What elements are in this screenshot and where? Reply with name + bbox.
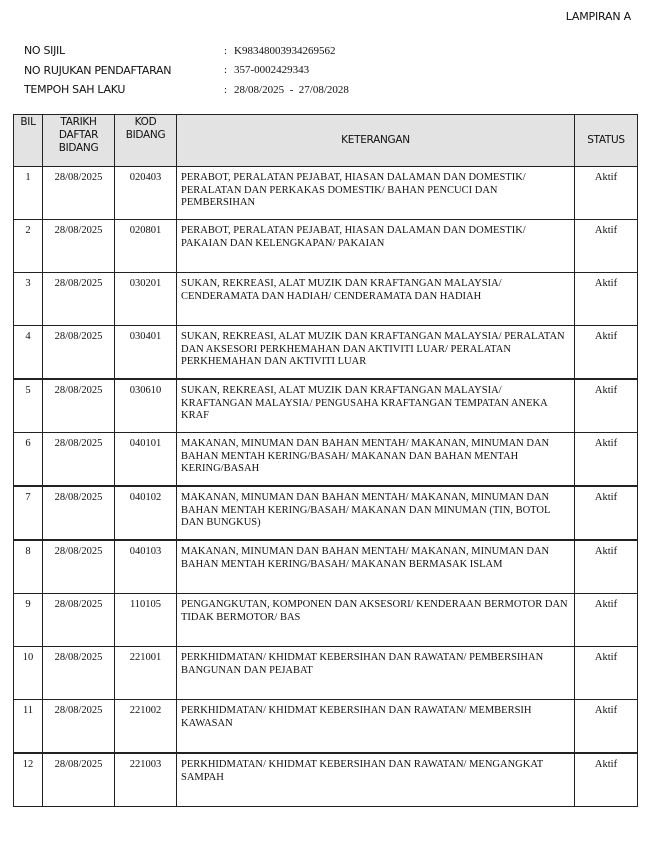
status-value: Aktif [575, 433, 638, 487]
field-description: PERABOT, PERALATAN PEJABAT, HIASAN DALAMAN DAN DOMESTIK/ PAKAIAN DAN KELENGKAPAN/ PAKAIAN [177, 220, 575, 273]
field-code: 040102 [115, 486, 177, 540]
field-code: 040103 [115, 540, 177, 594]
status-value: Aktif [575, 273, 638, 326]
field-description: PENGANGKUTAN, KOMPONEN DAN AKSESORI/ KENDERAAN BERMOTOR DAN TIDAK BERMOTOR/ BAS [177, 594, 575, 647]
registration-date: 28/08/2025 [43, 540, 115, 594]
status-value: Aktif [575, 753, 638, 807]
meta-row-no-sijil [24, 41, 349, 61]
table-header-row [14, 115, 638, 167]
status-value: Aktif [575, 486, 638, 540]
status-value: Aktif [575, 700, 638, 754]
row-number: 1 [14, 167, 43, 220]
row-number: 8 [14, 540, 43, 594]
field-code: 030401 [115, 326, 177, 380]
meta-row-no-rujukan [24, 61, 349, 81]
row-number: 2 [14, 220, 43, 273]
field-description: PERKHIDMATAN/ KHIDMAT KEBERSIHAN DAN RAWATAN/ MENGANGKAT SAMPAH [177, 753, 575, 807]
meta-row-tempoh [24, 80, 349, 100]
field-description: MAKANAN, MINUMAN DAN BAHAN MENTAH/ MAKANAN, MINUMAN DAN BAHAN MENTAH KERING/BASAH/ MAKANAN DAN BAHAN MENTAH KERING/BASAH [177, 433, 575, 487]
registration-date: 28/08/2025 [43, 753, 115, 807]
meta-label: NO RUJUKAN PENDAFTARAN [24, 63, 172, 77]
registration-date: 28/08/2025 [43, 167, 115, 220]
row-number: 11 [14, 700, 43, 754]
meta-separator: : [224, 44, 228, 57]
field-code: 030610 [115, 379, 177, 433]
status-value: Aktif [575, 220, 638, 273]
table-row [14, 220, 638, 273]
certificate-meta [24, 41, 349, 100]
registered-fields-table [13, 114, 638, 807]
meta-label: NO SIJIL [24, 44, 65, 58]
field-code: 020403 [115, 167, 177, 220]
field-code: 040101 [115, 433, 177, 487]
table-row [14, 540, 638, 594]
certificate-number: K98348003934269562 [234, 44, 336, 57]
table-row [14, 647, 638, 700]
row-number: 6 [14, 433, 43, 487]
table-row [14, 486, 638, 540]
registration-date: 28/08/2025 [43, 433, 115, 487]
field-code: 110105 [115, 594, 177, 647]
row-number: 5 [14, 379, 43, 433]
table-row [14, 326, 638, 380]
registration-date: 28/08/2025 [43, 379, 115, 433]
registration-date: 28/08/2025 [43, 486, 115, 540]
header-kod-bidang: KOD BIDANG [115, 115, 177, 167]
meta-separator: : [224, 83, 228, 96]
registration-date: 28/08/2025 [43, 647, 115, 700]
header-bil: BIL [14, 115, 43, 167]
table-row [14, 167, 638, 220]
field-code: 030201 [115, 273, 177, 326]
validity-period: 28/08/2025 - 27/08/2028 [234, 83, 349, 96]
status-value: Aktif [575, 379, 638, 433]
meta-label: TEMPOH SAH LAKU [24, 83, 126, 97]
header-status: STATUS [575, 115, 638, 167]
field-code: 221002 [115, 700, 177, 754]
status-value: Aktif [575, 326, 638, 380]
field-description: PERKHIDMATAN/ KHIDMAT KEBERSIHAN DAN RAWATAN/ MEMBERSIH KAWASAN [177, 700, 575, 754]
table-row [14, 433, 638, 487]
registration-date: 28/08/2025 [43, 326, 115, 380]
status-value: Aktif [575, 540, 638, 594]
meta-separator: : [224, 64, 228, 77]
field-description: PERABOT, PERALATAN PEJABAT, HIASAN DALAMAN DAN DOMESTIK/ PERALATAN DAN PERKAKAS DOMESTIK/ BAHAN PENCUCI DAN PEMBERSIHAN [177, 167, 575, 220]
row-number: 3 [14, 273, 43, 326]
field-code: 221003 [115, 753, 177, 807]
header-keterangan: KETERANGAN [177, 115, 575, 167]
registration-date: 28/08/2025 [43, 594, 115, 647]
row-number: 12 [14, 753, 43, 807]
registration-date: 28/08/2025 [43, 273, 115, 326]
table-row [14, 379, 638, 433]
row-number: 4 [14, 326, 43, 380]
row-number: 9 [14, 594, 43, 647]
table-body [14, 167, 638, 807]
status-value: Aktif [575, 647, 638, 700]
field-description: MAKANAN, MINUMAN DAN BAHAN MENTAH/ MAKANAN, MINUMAN DAN BAHAN MENTAH KERING/BASAH/ MAKANAN DAN MINUMAN (TIN, BOTOL DAN BUNGKUS) [177, 486, 575, 540]
field-code: 221001 [115, 647, 177, 700]
registration-date: 28/08/2025 [43, 700, 115, 754]
field-description: SUKAN, REKREASI, ALAT MUZIK DAN KRAFTANGAN MALAYSIA/ KRAFTANGAN MALAYSIA/ PENGUSAHA KRAFTANGAN TEMPATAN ANEKA KRAF [177, 379, 575, 433]
table-row [14, 700, 638, 754]
field-description: PERKHIDMATAN/ KHIDMAT KEBERSIHAN DAN RAWATAN/ PEMBERSIHAN BANGUNAN DAN PEJABAT [177, 647, 575, 700]
table-row [14, 273, 638, 326]
registration-reference: 357-0002429343 [234, 64, 310, 77]
registration-date: 28/08/2025 [43, 220, 115, 273]
row-number: 7 [14, 486, 43, 540]
row-number: 10 [14, 647, 43, 700]
table-row [14, 753, 638, 807]
table-row [14, 594, 638, 647]
appendix-label: LAMPIRAN A [565, 10, 631, 23]
field-description: SUKAN, REKREASI, ALAT MUZIK DAN KRAFTANGAN MALAYSIA/ CENDERAMATA DAN HADIAH/ CENDERAMATA DAN HADIAH [177, 273, 575, 326]
field-description: SUKAN, REKREASI, ALAT MUZIK DAN KRAFTANGAN MALAYSIA/ PERALATAN DAN AKSESORI PERKHEMAHAN DAN AKTIVITI LUAR/ PERALATAN PERKHEMAHAN DAN AKTIVITI LUAR [177, 326, 575, 380]
status-value: Aktif [575, 167, 638, 220]
status-value: Aktif [575, 594, 638, 647]
field-code: 020801 [115, 220, 177, 273]
field-description: MAKANAN, MINUMAN DAN BAHAN MENTAH/ MAKANAN, MINUMAN DAN BAHAN MENTAH KERING/BASAH/ MAKANAN BERMASAK ISLAM [177, 540, 575, 594]
header-tarikh-daftar-bidang: TARIKH DAFTAR BIDANG [43, 115, 115, 167]
